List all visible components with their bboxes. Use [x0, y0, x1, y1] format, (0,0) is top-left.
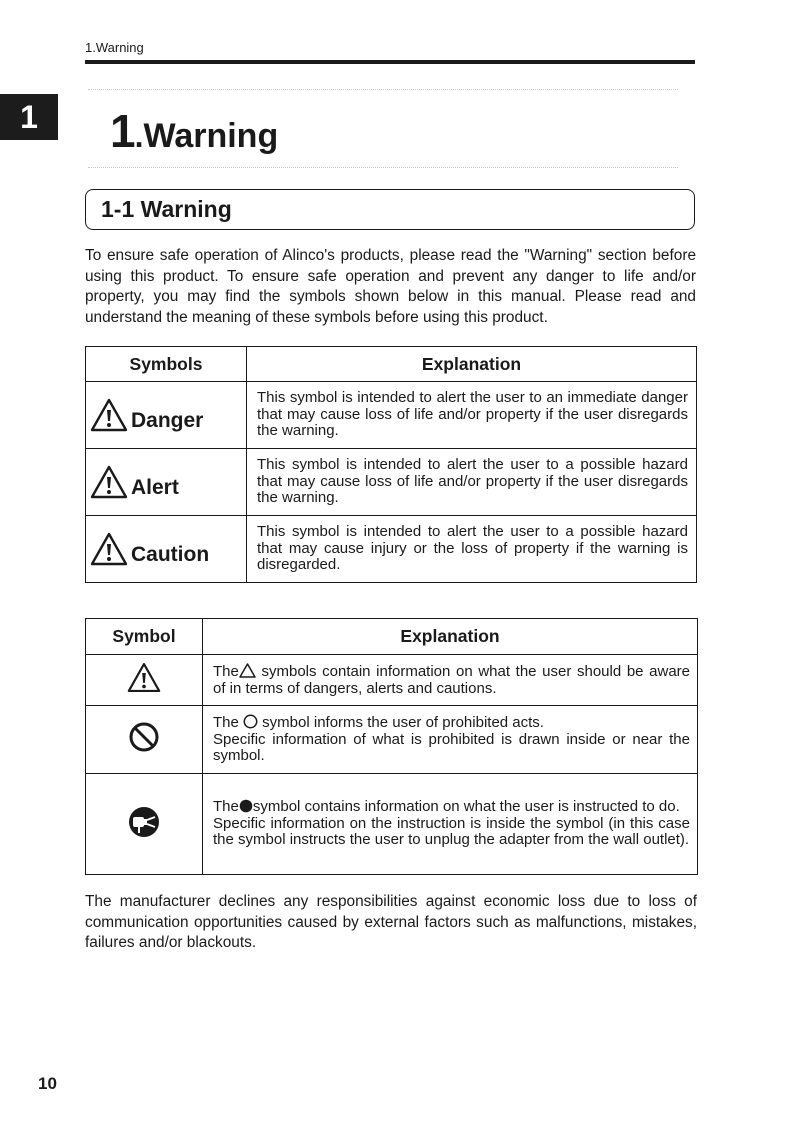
caution-label: Caution — [131, 542, 210, 566]
chapter-tab: 1 — [0, 94, 58, 140]
prohibited-circle-icon — [128, 721, 160, 753]
warning-triangle-icon — [90, 465, 128, 499]
unplug-instruction-icon — [127, 805, 161, 839]
symbols-table — [85, 346, 697, 583]
alert-explanation: This symbol is intended to alert the user to a possible hazard that may cause loss of life and/or property if the user disregards the warning. — [247, 449, 697, 516]
symbol-legend-table — [85, 618, 698, 875]
legend-explanation-header: Explanation — [203, 619, 698, 655]
small-triangle-icon — [239, 663, 256, 678]
table-row — [86, 516, 697, 583]
header-rule — [85, 60, 695, 64]
dotted-rule-bottom — [88, 167, 678, 168]
danger-explanation: This symbol is intended to alert the user to an immediate danger that may cause loss of life and/or property if the user disregards the warning. — [247, 382, 697, 449]
table-row — [86, 382, 697, 449]
alert-label: Alert — [131, 475, 179, 499]
page-number: 10 — [38, 1074, 57, 1093]
running-head: 1.Warning — [85, 40, 144, 55]
prohibited-symbol-explanation: The symbol informs the user of prohibited acts. Specific information of what is prohibited is drawn inside or near the symbol. — [203, 706, 698, 774]
warning-triangle-icon — [127, 662, 161, 693]
closing-paragraph: The manufacturer declines any responsibilities against economic loss due to loss of communication opportunities caused by external factors such as malfunctions, mistakes, failures and/or blackouts. — [85, 893, 697, 951]
table-row — [86, 449, 697, 516]
section-title: 1-1 Warning — [101, 196, 232, 222]
unplug-symbol-explanation: The symbol contains information on what the user is instructed to do. Specific information on the instruction is inside the symbol (in this case the symbol instructs the user to unplug the adapter from the wall outlet). — [203, 774, 698, 875]
explanation-header: Explanation — [247, 347, 697, 382]
chapter-number: 1 — [110, 105, 135, 157]
alert-symbol — [86, 449, 247, 516]
symbols-header: Symbols — [86, 347, 247, 382]
prohibited-symbol-cell — [86, 706, 203, 774]
chapter-dot: . — [134, 118, 144, 154]
warning-symbol-cell — [86, 655, 203, 706]
warning-symbol-explanation: The symbols contain information on what the user should be aware of in terms of dangers, alerts and cautions. — [203, 655, 698, 706]
dotted-rule-top — [88, 89, 678, 90]
danger-label: Danger — [131, 408, 204, 432]
caution-explanation: This symbol is intended to alert the user to a possible hazard that may cause injury or the loss of property if the warning is disregarded. — [247, 516, 697, 583]
table-row — [86, 774, 698, 875]
symbol-header: Symbol — [86, 619, 203, 655]
warning-triangle-icon — [90, 398, 128, 432]
table-row — [86, 655, 698, 706]
warning-triangle-icon — [90, 532, 128, 566]
caution-symbol — [86, 516, 247, 583]
intro-paragraph: To ensure safe operation of Alinco's products, please read the "Warning" section before using this product. To ensure safe operation and prevent any danger to life and/or property, you may find the symbols shown below in this manual. Please read and understand the meaning of these symbols before using this product. — [85, 247, 696, 326]
small-circle-icon — [243, 714, 258, 729]
symbols-table-header — [86, 347, 697, 382]
legend-table-header — [86, 619, 698, 655]
table-row — [86, 706, 698, 774]
unplug-symbol-cell — [86, 774, 203, 875]
chapter-word: Warning — [143, 117, 279, 155]
chapter-title — [110, 104, 278, 158]
danger-symbol — [86, 382, 247, 449]
small-filled-circle-icon — [239, 799, 253, 813]
section-heading-box — [85, 189, 695, 230]
